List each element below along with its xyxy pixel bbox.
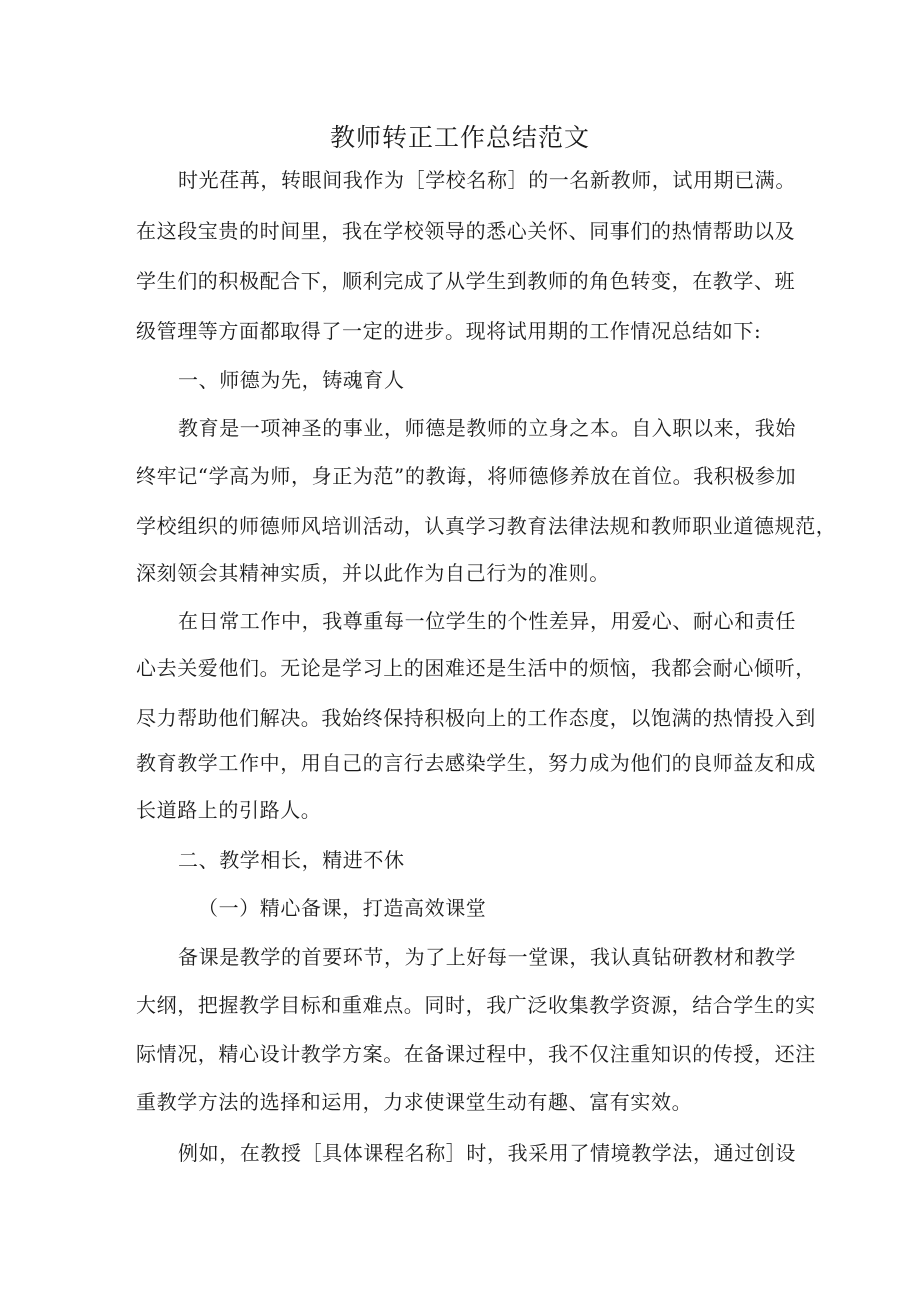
paragraph-line: 时光荏苒，转眼间我作为［学校名称］的一名新教师，试用期已满。	[178, 168, 796, 192]
paragraph-line: 在这段宝贵的时间里，我在学校领导的悉心关怀、同事们的热情帮助以及	[136, 219, 796, 243]
paragraph-line: 大纲，把握教学目标和重难点。同时，我广泛收集教学资源，结合学生的实	[136, 993, 816, 1017]
paragraph-line: 终牢记“学高为师，身正为范”的教诲，将师德修养放在首位。我积极参加	[136, 464, 797, 488]
paragraph-line: 学校组织的师德师风培训活动，认真学习教育法律法规和教师职业道德规范，	[136, 514, 837, 538]
paragraph-line: 教育是一项神圣的事业，师德是教师的立身之本。自入职以来，我始	[178, 416, 796, 440]
paragraph-line: 心去关爱他们。无论是学习上的困难还是生活中的烦恼，我都会耐心倾听，	[136, 656, 816, 680]
paragraph-line: 教育教学工作中，用自己的言行去感染学生，努力成为他们的良师益友和成	[136, 751, 816, 775]
paragraph-line: 备课是教学的首要环节，为了上好每一堂课，我认真钻研教材和教学	[178, 945, 796, 969]
paragraph-line: 长道路上的引路人。	[136, 798, 322, 822]
paragraph-line: 深刻领会其精神实质，并以此作为自己行为的准则。	[136, 561, 610, 585]
section-heading: 二、教学相长，精进不休	[178, 848, 405, 872]
subsection-heading: （一）精心备课，打造高效课堂	[198, 896, 487, 920]
paragraph-line: 际情况，精心设计教学方案。在备课过程中，我不仅注重知识的传授，还注	[136, 1042, 816, 1066]
paragraph-line: 尽力帮助他们解决。我始终保持积极向上的工作态度，以饱满的热情投入到	[136, 706, 816, 730]
paragraph-line: 级管理等方面都取得了一定的进步。现将试用期的工作情况总结如下:	[136, 319, 762, 343]
paragraph-line: 重教学方法的选择和运用，力求使课堂生动有趣、富有实效。	[136, 1090, 693, 1114]
paragraph-line: 在日常工作中，我尊重每一位学生的个性差异，用爱心、耐心和责任	[178, 609, 796, 633]
document-title: 教师转正工作总结范文	[329, 123, 590, 152]
section-heading: 一、师德为先，铸魂育人	[178, 368, 405, 392]
paragraph-line: 例如，在教授［具体课程名称］时，我采用了情境教学法，通过创设	[178, 1141, 796, 1165]
paragraph-line: 学生们的积极配合下，顺利完成了从学生到教师的角色转变，在教学、班	[136, 269, 796, 293]
